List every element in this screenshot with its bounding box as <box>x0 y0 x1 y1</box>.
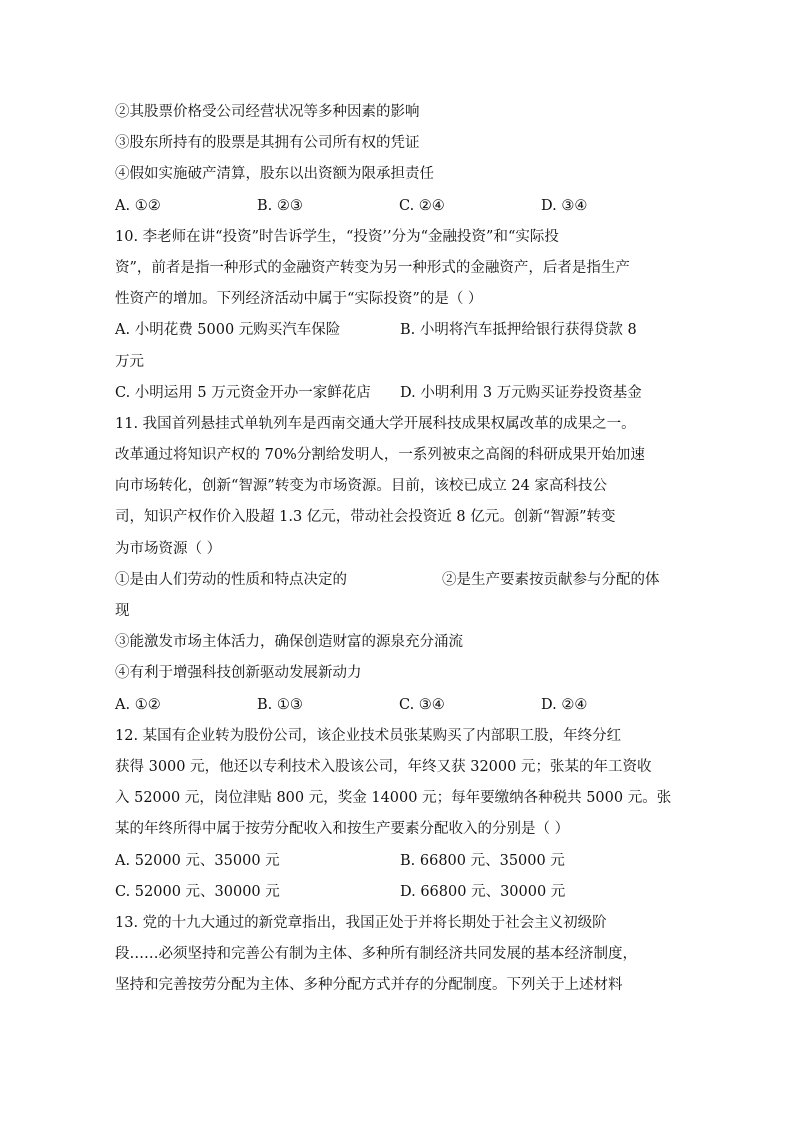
q11-statement-3: ③能激发市场主体活力，确保创造财富的源泉充分涌流 <box>115 634 463 651</box>
q11-stem-line-1: 11. 我国首列悬挂式单轨列车是西南交通大学开展科技成果权属改革的成果之一。 <box>115 415 636 432</box>
q10-option-a: A. 小明花费 5000 元购买汽车保险 <box>115 322 341 339</box>
q11-statement-2: ②是生产要素按贡献参与分配的体 <box>442 571 660 588</box>
q13-stem-line-3: 坚持和完善按劳分配为主体、多种分配方式并存的分配制度。下列关于上述材料 <box>115 977 623 994</box>
q12-stem-line-2: 获得 3000 元，他还以专利技术入股该公司，年终又获 32000 元；张某的年工资收 <box>115 758 652 775</box>
page-content <box>115 97 685 1001</box>
q11-stem-line-2: 改革通过将知识产权的 70%分割给发明人，一系列被束之高阁的科研成果开始加速 <box>115 447 645 464</box>
q11-option-c: C. ③④ <box>399 696 445 713</box>
q13-stem-line-2: 段……必须坚持和完善公有制为主体、多种所有制经济共同发展的基本经济制度， <box>115 946 637 963</box>
q12-options-row-1 <box>115 846 685 877</box>
q12-option-c: C. 52000 元、30000 元 <box>115 883 280 900</box>
q10-option-b: B. 小明将汽车抵押给银行获得贷款 8 <box>400 322 637 339</box>
q11-statements-row-1 <box>115 565 685 596</box>
q11-option-b: B. ①③ <box>257 696 303 713</box>
q11-statement-4: ④有利于增强科技创新驱动发展新动力 <box>115 665 362 682</box>
q12-option-d: D. 66800 元、30000 元 <box>400 883 566 900</box>
q9-option-d: D. ③④ <box>541 197 588 214</box>
q12-stem-line-1: 12. 某国有企业转为股份公司，该企业技术员张某购买了内部职工股，年终分红 <box>115 727 622 744</box>
q10-option-c: C. 小明运用 5 万元资金开办一家鲜花店 <box>115 384 371 401</box>
q11-stem-line-4: 司，知识产权作价入股超 1.3 亿元，带动社会投资近 8 亿元。创新“智源”转变 <box>115 509 616 526</box>
q9-option-a: A. ①② <box>115 197 161 214</box>
q12-stem-line-4: 某的年终所得中属于按劳分配收入和按生产要素分配收入的分别是（ ） <box>115 821 570 838</box>
q12-option-b: B. 66800 元、35000 元 <box>400 852 565 869</box>
q9-option-b: B. ②③ <box>257 197 303 214</box>
q12-option-a: A. 52000 元、35000 元 <box>115 852 280 869</box>
q11-statement-1: ①是由人们劳动的性质和特点决定的 <box>115 571 347 588</box>
q10-stem-line-3: 性资产的增加。下列经济活动中属于“实际投资”的是（ ） <box>115 291 483 308</box>
q10-stem-line-2: 资”，前者是指一种形式的金融资产转变为另一种形式的金融资产，后者是指生产 <box>115 259 630 276</box>
q10-stem-line-1: 10. 李老师在讲“投资”时告诉学生，“投资’’分为“金融投资”和“实际投 <box>115 228 559 245</box>
q9-options <box>115 191 685 222</box>
q11-options <box>115 690 685 721</box>
q12-options-row-2 <box>115 877 685 908</box>
q11-stem-line-3: 向市场转化，创新“智源”转变为市场资源。目前，该校已成立 24 家高科技公 <box>115 478 607 495</box>
q12-stem-line-3: 入 52000 元，岗位津贴 800 元，奖金 14000 元；每年要缴纳各种税共 5000 元。张 <box>115 790 672 807</box>
q13-stem-line-1: 13. 党的十九大通过的新党章指出，我国正处于并将长期处于社会主义初级阶 <box>115 914 607 931</box>
q11-option-a: A. ①② <box>115 696 161 713</box>
q10-option-d: D. 小明利用 3 万元购买证券投资基金 <box>400 384 642 401</box>
q11-stem-line-5: 为市场资源（ ） <box>115 540 222 557</box>
q9-statement-4: ④假如实施破产清算，股东以出资额为限承担责任 <box>115 166 434 183</box>
q11-statement-2-continued: 现 <box>115 603 130 619</box>
q9-option-c: C. ②④ <box>399 197 445 214</box>
q10-options-row-2 <box>115 378 685 409</box>
q10-options-row-1 <box>115 315 685 346</box>
q11-option-d: D. ②④ <box>541 696 588 713</box>
q9-statement-3: ③股东所持有的股票是其拥有公司所有权的凭证 <box>115 135 420 152</box>
q9-statement-2: ②其股票价格受公司经营状况等多种因素的影响 <box>115 104 420 120</box>
q10-option-b-continued: 万元 <box>115 353 144 370</box>
